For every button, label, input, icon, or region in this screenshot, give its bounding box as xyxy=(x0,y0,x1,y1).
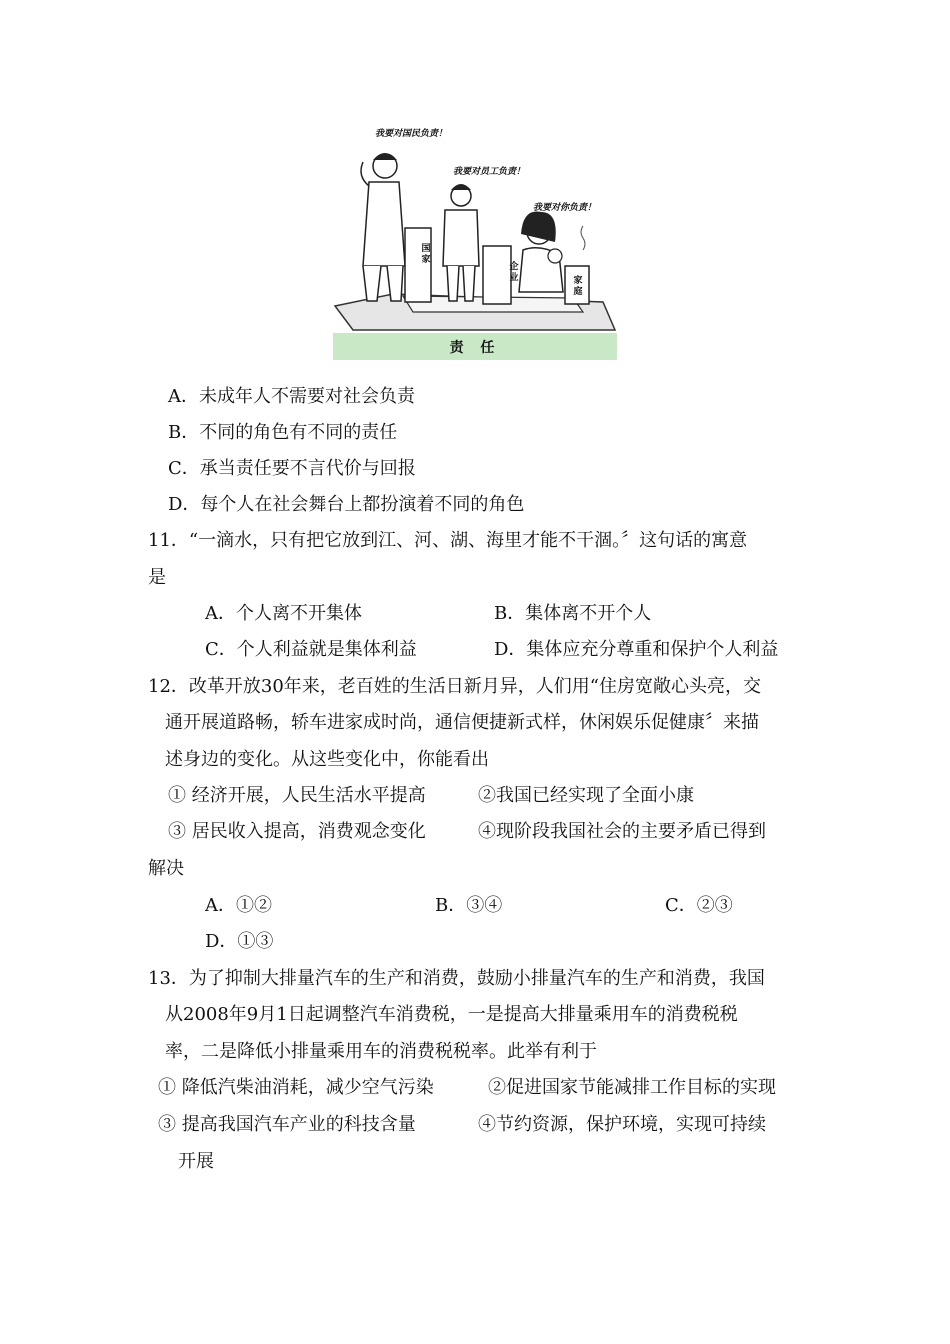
speech-bubble-nation: 我要对国民负责！ xyxy=(375,129,448,139)
q13-stem-line-3: 率，二是降低小排量乘用车的消费税税率。此举有利于 xyxy=(165,1041,597,1062)
q11-option-a: A．个人离不开集体 xyxy=(205,603,362,624)
q10-option-d: D．每个人在社会舞台上都扮演着不同的角色 xyxy=(168,494,525,515)
cartoon-figure xyxy=(333,116,617,361)
podium-label-nation: 国家 xyxy=(421,244,431,265)
q12-option-d: D．①③ xyxy=(205,931,274,952)
q12-stem-line-1: 12．改革开放30年来，老百姓的生活日新月异，人们用“住房宽敞心头亮，交 xyxy=(148,676,762,697)
q12-item-2: ②我国已经实现了全面小康 xyxy=(478,785,694,806)
q12-stem-line-2: 通开展道路畅，轿车进家成时尚，通信便捷新式样，休闲娱乐促健康〞来描 xyxy=(165,712,759,733)
cartoon-caption: 责 任 xyxy=(449,340,501,356)
q13-item-4-continued: 开展 xyxy=(178,1151,214,1172)
q10-option-a: A．未成年人不需要对社会负责 xyxy=(168,386,415,407)
q12-option-c: C．②③ xyxy=(665,895,733,916)
q11-option-c: C．个人利益就是集体利益 xyxy=(205,639,417,660)
q11-option-b: B．集体离不开个人 xyxy=(494,603,652,624)
q13-item-1: ① 降低汽柴油消耗，减少空气污染 xyxy=(158,1077,434,1098)
q13-item-4: ④节约资源，保护环境，实现可持续 xyxy=(478,1114,766,1135)
q12-stem-line-3: 述身边的变化。从这些变化中，你能看出 xyxy=(165,749,489,770)
q11-stem-line-1: 11．“一滴水，只有把它放到江、河、湖、海里才能不干涸。〞这句话的寓意 xyxy=(148,530,748,551)
q10-option-b: B．不同的角色有不同的责任 xyxy=(168,422,398,443)
q11-stem-line-2: 是 xyxy=(148,567,166,588)
responsibility-cartoon-illustration xyxy=(333,116,617,336)
q12-option-b: B．③④ xyxy=(435,895,503,916)
q12-item-4: ④现阶段我国社会的主要矛盾已得到 xyxy=(478,821,766,842)
q11-option-d: D．集体应充分尊重和保护个人利益 xyxy=(494,639,779,660)
q13-stem-line-1: 13．为了抑制大排量汽车的生产和消费，鼓励小排量汽车的生产和消费，我国 xyxy=(148,968,765,989)
podium-label-family: 家庭 xyxy=(573,276,583,297)
speech-bubble-enterprise: 我要对员工负责！ xyxy=(453,167,526,177)
q12-item-4-continued: 解决 xyxy=(148,858,184,879)
q13-stem-line-2: 从2008年9月1日起调整汽车消费税，一是提高大排量乘用车的消费税税 xyxy=(165,1004,738,1025)
q12-item-3: ③ 居民收入提高，消费观念变化 xyxy=(168,821,426,842)
cartoon-caption-bar xyxy=(333,333,617,360)
q13-item-3: ③ 提高我国汽车产业的科技含量 xyxy=(158,1114,416,1135)
q13-item-2: ②促进国家节能减排工作目标的实现 xyxy=(488,1077,776,1098)
q12-item-1: ① 经济开展，人民生活水平提高 xyxy=(168,785,426,806)
speech-bubble-family: 我要对你负责！ xyxy=(533,203,597,213)
q12-option-a: A．①② xyxy=(205,895,272,916)
q10-option-c: C．承当责任要不言代价与回报 xyxy=(168,458,416,479)
podium-label-enterprise: 企业 xyxy=(509,262,519,283)
